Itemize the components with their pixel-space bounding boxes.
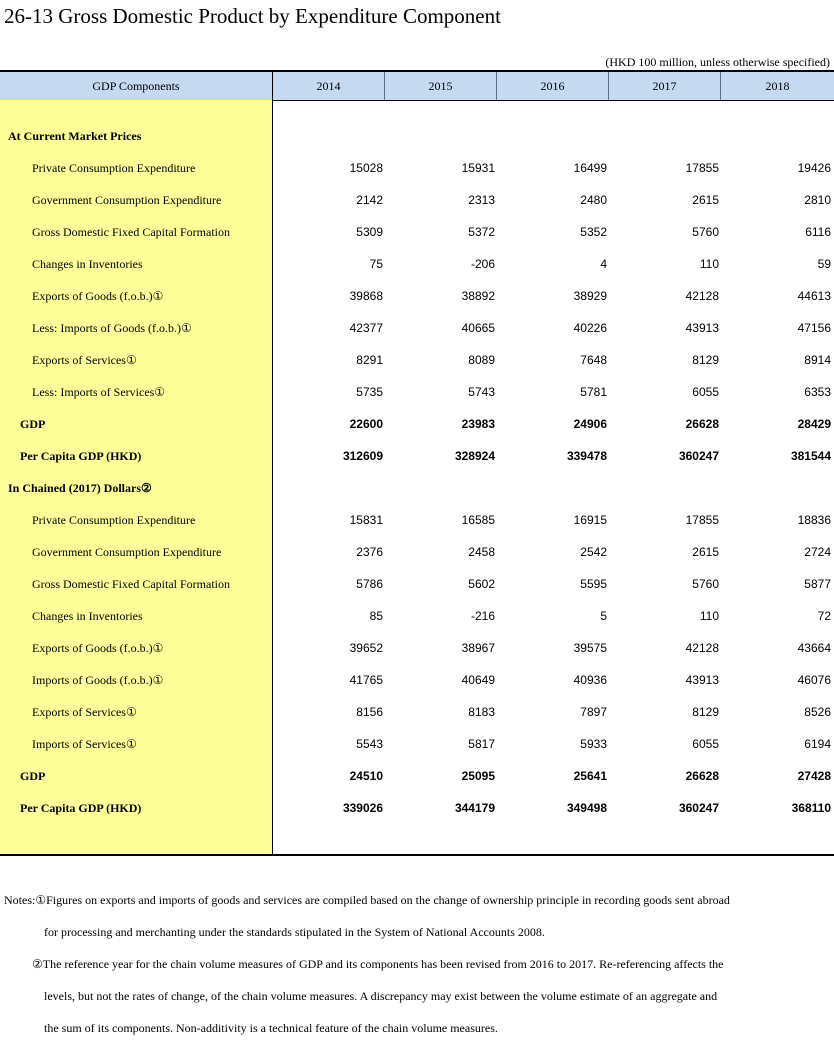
value-cell: 5735 [356, 385, 383, 399]
table-row [0, 696, 834, 728]
value-cell: 2142 [356, 193, 383, 207]
table-row [0, 600, 834, 632]
value-cell: 46076 [797, 673, 831, 687]
value-cell: 27428 [797, 769, 831, 783]
value-cell: 15028 [349, 161, 383, 175]
value-cell: 360247 [678, 801, 719, 815]
value-cell: 8526 [804, 705, 831, 719]
value-cell: 2458 [468, 545, 495, 559]
value-cell: 5 [600, 609, 607, 623]
table-bottom-border [0, 854, 834, 856]
row-label: Exports of Services① [32, 705, 137, 719]
value-cell: 349498 [566, 801, 607, 815]
note-line: levels, but not the rates of change, of the chain volume measures. A discrepancy may exist between the volume estimate of an aggregate and [44, 989, 718, 1003]
table-row [0, 728, 834, 760]
header-year: 2017 [609, 72, 721, 100]
value-cell: 5743 [468, 385, 495, 399]
value-cell: 328924 [454, 449, 495, 463]
value-cell: 25095 [461, 769, 495, 783]
table-row [0, 376, 834, 408]
header-year: 2014 [273, 72, 385, 100]
note-line: ②The reference year for the chain volume measures of GDP and its components has been revised from 2016 to 2017. Re-referencing affects the [32, 957, 724, 971]
value-cell: 40649 [461, 673, 495, 687]
value-cell: 2542 [580, 545, 607, 559]
value-cell: 24906 [573, 417, 607, 431]
value-cell: 17855 [685, 161, 719, 175]
value-cell: 368110 [791, 801, 831, 815]
table-row [0, 408, 834, 440]
value-cell: 7648 [580, 353, 607, 367]
value-cell: -216 [470, 609, 495, 623]
table-row [0, 248, 834, 280]
value-cell: 360247 [678, 449, 719, 463]
row-label: Exports of Goods (f.o.b.)① [32, 641, 164, 655]
table-row [0, 632, 834, 664]
note-line: Notes:①Figures on exports and imports of goods and services are compiled based on the change of ownership principle in recording goods sent abroad [4, 893, 730, 907]
value-cell: 26628 [685, 417, 719, 431]
value-cell: 339026 [342, 801, 383, 815]
value-cell: 2313 [468, 193, 495, 207]
row-label: Less: Imports of Services① [32, 385, 166, 399]
value-cell: 23983 [461, 417, 495, 431]
table-row [0, 792, 834, 824]
value-cell: 2480 [580, 193, 607, 207]
value-cell: 5760 [692, 577, 719, 591]
row-label: Imports of Services① [32, 737, 137, 751]
value-cell: 38892 [461, 289, 495, 303]
value-cell: 26628 [685, 769, 719, 783]
value-cell: 5309 [356, 225, 383, 239]
table-header [0, 72, 834, 100]
value-cell: 7897 [580, 705, 607, 719]
table-row [0, 312, 834, 344]
value-cell: 8129 [692, 705, 719, 719]
value-cell: 39868 [349, 289, 383, 303]
note-line: the sum of its components. Non-additivity is a technical feature of the chain volume measures. [44, 1021, 498, 1035]
value-cell: 8291 [356, 353, 383, 367]
row-label: Private Consumption Expenditure [32, 513, 196, 527]
value-cell: 42377 [349, 321, 383, 335]
row-label: Exports of Services① [32, 353, 137, 367]
value-cell: 43664 [797, 641, 831, 655]
value-cell: 5352 [580, 225, 607, 239]
value-cell: 72 [817, 609, 831, 623]
value-cell: 2376 [356, 545, 383, 559]
value-cell: 15831 [349, 513, 383, 527]
row-label: Changes in Inventories [32, 609, 143, 623]
value-cell: 22600 [349, 417, 383, 431]
row-label: GDP [20, 769, 46, 783]
value-cell: 28429 [797, 417, 831, 431]
value-cell: 312609 [342, 449, 383, 463]
value-cell: 47156 [797, 321, 831, 335]
value-cell: 344179 [454, 801, 495, 815]
value-cell: -206 [470, 257, 495, 271]
row-label: Government Consumption Expenditure [32, 545, 222, 559]
row-label: Government Consumption Expenditure [32, 193, 222, 207]
value-cell: 6353 [804, 385, 831, 399]
table-row [0, 760, 834, 792]
header-components: GDP Components [0, 72, 273, 100]
value-cell: 19426 [797, 161, 831, 175]
row-label: Changes in Inventories [32, 257, 143, 271]
table-row [0, 344, 834, 376]
table-row [0, 504, 834, 536]
value-cell: 6194 [804, 737, 831, 751]
row-label: Per Capita GDP (HKD) [20, 449, 142, 463]
value-cell: 381544 [790, 449, 831, 463]
value-cell: 15931 [461, 161, 495, 175]
value-cell: 59 [817, 257, 831, 271]
value-cell: 5877 [804, 577, 831, 591]
value-cell: 6116 [805, 225, 831, 239]
table-row [0, 184, 834, 216]
value-cell: 5760 [692, 225, 719, 239]
row-label: Less: Imports of Goods (f.o.b.)① [32, 321, 192, 335]
row-label: GDP [20, 417, 46, 431]
value-cell: 8914 [804, 353, 831, 367]
value-cell: 39575 [573, 641, 607, 655]
value-cell: 40226 [573, 321, 607, 335]
row-label: Private Consumption Expenditure [32, 161, 196, 175]
value-cell: 16585 [461, 513, 495, 527]
row-label: Gross Domestic Fixed Capital Formation [32, 577, 230, 591]
value-cell: 42128 [685, 289, 719, 303]
value-cell: 40936 [573, 673, 607, 687]
value-cell: 2724 [804, 545, 831, 559]
header-year: 2016 [497, 72, 609, 100]
value-cell: 2810 [804, 193, 831, 207]
value-cell: 110 [699, 609, 719, 623]
value-cell: 5602 [468, 577, 495, 591]
value-cell: 8156 [356, 705, 383, 719]
value-cell: 38967 [461, 641, 495, 655]
row-label: Imports of Goods (f.o.b.)① [32, 673, 164, 687]
table-row [0, 216, 834, 248]
section-row [0, 472, 834, 504]
section-row [0, 120, 834, 152]
value-cell: 42128 [685, 641, 719, 655]
table-row [0, 152, 834, 184]
table-row [0, 568, 834, 600]
value-cell: 16915 [573, 513, 607, 527]
row-label: Per Capita GDP (HKD) [20, 801, 142, 815]
note-line: for processing and merchanting under the standards stipulated in the System of National Accounts 2008. [44, 925, 545, 939]
table-row [0, 440, 834, 472]
header-year: 2018 [765, 79, 790, 93]
table-row [0, 664, 834, 696]
value-cell: 5786 [356, 577, 383, 591]
table-row [0, 536, 834, 568]
value-cell: 43913 [685, 321, 719, 335]
table-row [0, 280, 834, 312]
value-cell: 8129 [692, 353, 719, 367]
row-label: Gross Domestic Fixed Capital Formation [32, 225, 230, 239]
value-cell: 5817 [468, 737, 495, 751]
row-label: Exports of Goods (f.o.b.)① [32, 289, 164, 303]
value-cell: 17855 [685, 513, 719, 527]
value-cell: 16499 [573, 161, 607, 175]
value-cell: 85 [369, 609, 383, 623]
value-cell: 2615 [692, 545, 719, 559]
value-cell: 24510 [349, 769, 383, 783]
value-cell: 5933 [580, 737, 607, 751]
value-cell: 41765 [349, 673, 383, 687]
header-year: 2015 [385, 72, 497, 100]
value-cell: 43913 [685, 673, 719, 687]
value-cell: 5781 [580, 385, 607, 399]
value-cell: 6055 [692, 737, 719, 751]
value-cell: 5543 [356, 737, 383, 751]
value-cell: 18836 [797, 513, 831, 527]
value-cell: 110 [699, 257, 719, 271]
gdp-table [0, 70, 834, 856]
value-cell: 38929 [573, 289, 607, 303]
value-cell: 2615 [692, 193, 719, 207]
page-title: 26-13 Gross Domestic Product by Expenditure Component [4, 4, 501, 28]
value-cell: 39652 [349, 641, 383, 655]
value-cell: 339478 [566, 449, 607, 463]
value-cell: 4 [600, 257, 607, 271]
unit-note: (HKD 100 million, unless otherwise specified) [605, 55, 830, 69]
value-cell: 8089 [468, 353, 495, 367]
value-cell: 8183 [468, 705, 495, 719]
value-cell: 6055 [692, 385, 719, 399]
value-cell: 5372 [468, 225, 495, 239]
section-label: In Chained (2017) Dollars② [8, 481, 152, 495]
value-cell: 75 [369, 257, 383, 271]
value-cell: 44613 [797, 289, 831, 303]
section-label: At Current Market Prices [8, 129, 142, 143]
value-cell: 5595 [580, 577, 607, 591]
value-cell: 40665 [461, 321, 495, 335]
value-cell: 25641 [573, 769, 607, 783]
